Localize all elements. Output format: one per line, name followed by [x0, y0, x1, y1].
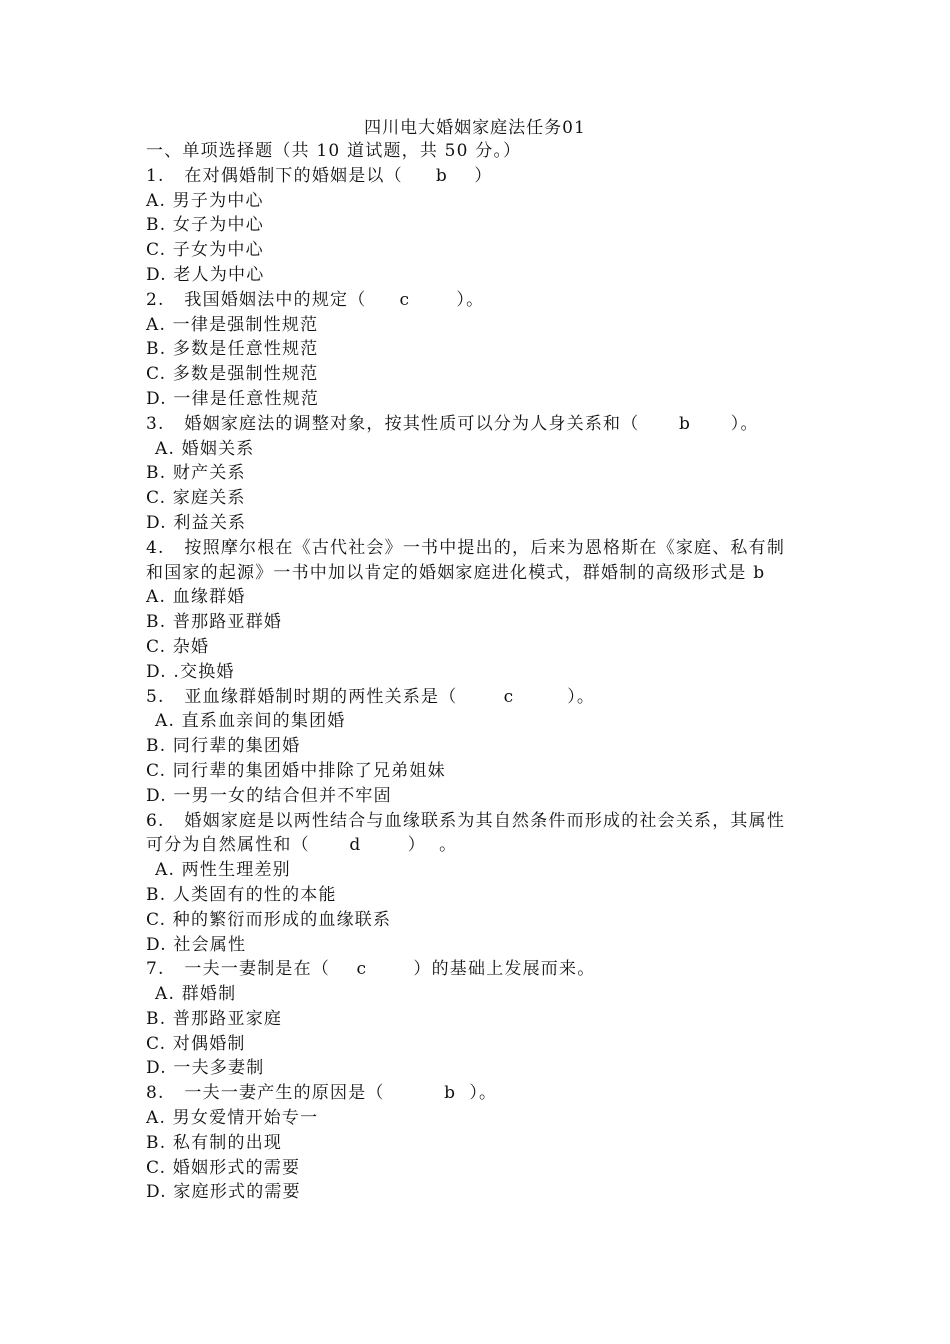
- question-block: [146, 957, 816, 1081]
- question-block: [146, 412, 816, 536]
- option-a: A. 一律是强制性规范: [146, 314, 319, 335]
- question-block: [146, 809, 816, 958]
- option-c: C. 种的繁衍而形成的血缘联系: [146, 909, 392, 930]
- option-a: A. 婚姻关系: [155, 438, 255, 459]
- option-d: D. 社会属性: [146, 934, 247, 955]
- option-d: D. 家庭形式的需要: [146, 1182, 301, 1203]
- option-a: A. 两性生理差别: [155, 860, 291, 881]
- option-d: D. 老人为中心: [146, 264, 265, 285]
- option-a: A. 群婚制: [155, 984, 237, 1005]
- option-b: B. 女子为中心: [146, 215, 264, 236]
- option-b: B. 多数是任意性规范: [146, 339, 319, 360]
- option-a: A. 血缘群婚: [146, 587, 246, 608]
- section-heading: 一、单项选择题（共 10 道试题，共 50 分。）: [146, 141, 522, 161]
- question-stem: 6. 婚姻家庭是以两性结合与血缘联系为其自然条件而形成的社会关系，其属性: [146, 810, 786, 831]
- option-d: D. .交换婚: [146, 661, 235, 682]
- option-c: C. 家庭关系: [146, 488, 246, 509]
- option-c: C. 杂婚: [146, 636, 210, 657]
- question-stem: 1. 在对偶婚制下的婚姻是以（ b ）: [146, 165, 493, 186]
- option-b: B. 普那路亚群婚: [146, 612, 283, 633]
- question-block: [146, 164, 816, 288]
- question-block: [146, 288, 816, 412]
- option-b: B. 私有制的出现: [146, 1132, 283, 1153]
- option-c: C. 同行辈的集团婚中排除了兄弟姐妹: [146, 760, 446, 781]
- question-stem: 3. 婚姻家庭法的调整对象，按其性质可以分为人身关系和（ b ）。: [146, 413, 759, 434]
- option-b: B. 财产关系: [146, 463, 246, 484]
- option-a: A. 男女爱情开始专一: [146, 1108, 319, 1129]
- question-stem: 5. 亚血缘群婚制时期的两性关系是（ c ）。: [146, 686, 596, 707]
- option-d: D. 一夫多妻制: [146, 1058, 265, 1079]
- question-stem: 8. 一夫一妻产生的原因是（ b ）。: [146, 1083, 498, 1104]
- option-d: D. 一律是任意性规范: [146, 388, 320, 409]
- option-b: B. 同行辈的集团婚: [146, 736, 301, 757]
- option-b: B. 普那路亚家庭: [146, 1008, 283, 1029]
- question-stem: 2. 我国婚姻法中的规定（ c ）。: [146, 289, 485, 310]
- question-block: [146, 1081, 816, 1205]
- question-block: [146, 536, 816, 685]
- option-c: C. 对偶婚制: [146, 1033, 246, 1054]
- document-body: [146, 139, 816, 1205]
- question-stem-continued: 和国家的起源》一书中加以肯定的婚姻家庭进化模式，群婚制的高级形式是 b: [146, 562, 766, 583]
- option-a: A. 男子为中心: [146, 190, 264, 211]
- question-stem: 7. 一夫一妻制是在（ c ）的基础上发展而来。: [146, 959, 596, 980]
- option-c: C. 多数是强制性规范: [146, 364, 319, 385]
- question-block: [146, 685, 816, 809]
- page-title: 四川电大婚姻家庭法任务01: [364, 118, 586, 138]
- option-d: D. 一男一女的结合但并不牢固: [146, 785, 392, 806]
- question-stem: 4. 按照摩尔根在《古代社会》一书中提出的，后来为恩格斯在《家庭、私有制: [146, 537, 786, 558]
- option-c: C. 子女为中心: [146, 240, 264, 261]
- option-c: C. 婚姻形式的需要: [146, 1157, 301, 1178]
- option-d: D. 利益关系: [146, 512, 247, 533]
- option-a: A. 直系血亲间的集团婚: [155, 711, 346, 732]
- option-b: B. 人类固有的性的本能: [146, 884, 337, 905]
- question-stem-continued: 可分为自然属性和（ d ） 。: [146, 835, 458, 856]
